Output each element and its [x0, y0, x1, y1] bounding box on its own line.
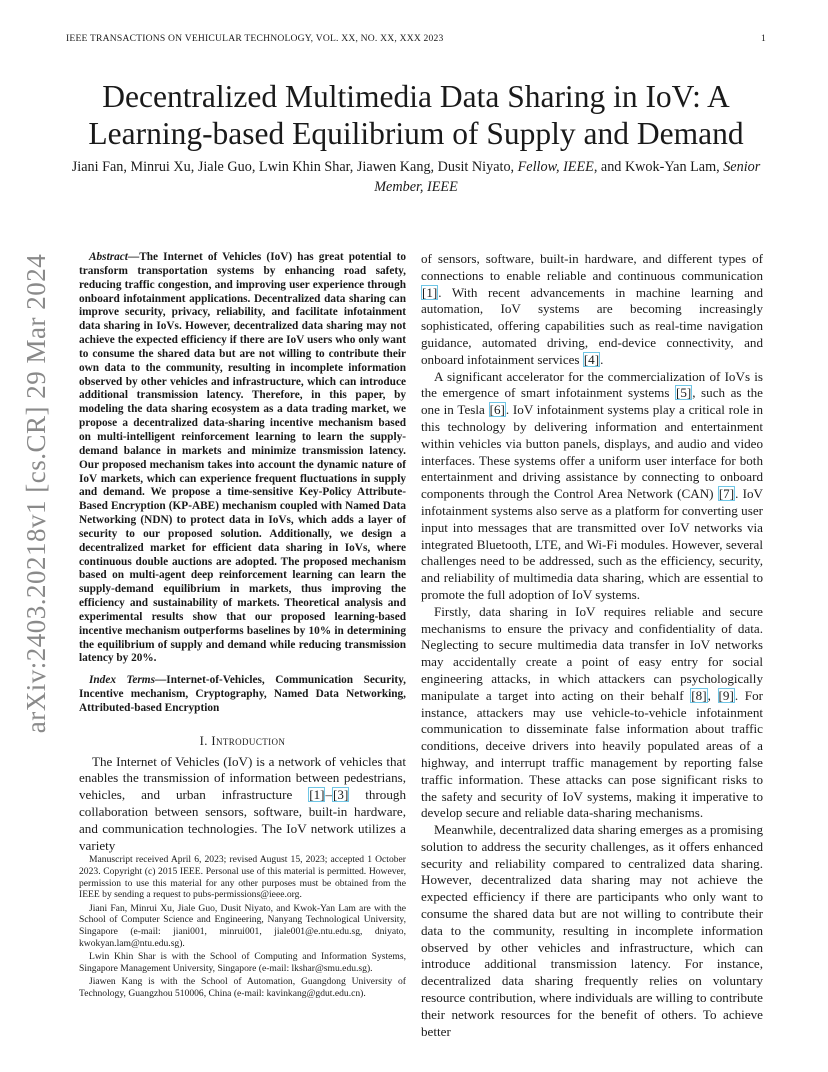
section-title: Introduction — [211, 733, 286, 748]
page-number: 1 — [761, 33, 766, 44]
citation-link[interactable]: [5] — [675, 385, 692, 401]
citation-link[interactable]: [3] — [333, 787, 349, 803]
text-run: . With recent advancements in machine learning and automation, IoV systems are becoming increasingly sophisticated, offering capabilities such as real-time navigation guidance, automated driving, end-device connectivity, and onboard infotainment services — [421, 284, 763, 367]
citation-link[interactable]: [8] — [691, 687, 707, 703]
author-list — [66, 157, 766, 197]
citation-link[interactable]: [4] — [583, 351, 600, 367]
intro-paragraph-3 — [421, 604, 763, 822]
text-run: A significant accelerator for the commercialization of IoVs is the emergence of smart infotainment systems — [421, 368, 763, 401]
text-run: . IoV infotainment systems also serve as a platform for converting user input into messages that are transmitted over IoV networks via integrated Bluetooth, LTE, and Wi-Fi modules. However, several challenges need to be addressed, such as the efficiency, security, and reliability of multimedia data sharing, which are essential to promote the full adoption of IoV systems. — [421, 486, 763, 602]
citation-link[interactable]: [9] — [718, 687, 734, 703]
text-run: of sensors, software, built-in hardware, and different types of connections to enable reliable and continuous communication — [421, 251, 763, 283]
text-run: , — [707, 687, 718, 703]
index-terms — [79, 674, 406, 716]
text-run: through collaboration between sensors, software, built-in hardware, and communication technologies. The IoV network utilizes a variety — [79, 787, 406, 853]
citation-link[interactable]: [6] — [489, 402, 505, 418]
index-terms-text: —Internet-of-Vehicles, Communication Security, Incentive mechanism, Cryptography, Named Data Networking, Attributed-based Encryption — [79, 674, 406, 714]
right-column — [421, 251, 763, 1040]
citation-link[interactable]: [1] — [422, 284, 438, 300]
abstract-lead: Abstract — [89, 251, 128, 263]
citation-link[interactable]: [7] — [718, 486, 735, 502]
index-terms-lead: Index Terms — [89, 674, 155, 687]
footnote-manuscript: Manuscript received April 6, 2023; revised August 15, 2023; accepted 1 October 2023. Copyright (c) 2015 IEEE. Personal use of this material is permitted. However, permission to use this material for any other purposes must be obtained from the IEEE by sending a request to pubs-permissions@ieee.org. — [79, 854, 406, 901]
text-run: , such as the one in Tesla — [421, 385, 763, 418]
authors-names-1: Jiani Fan, Minrui Xu, Jiale Guo, Lwin Khin Shar, Jiawen Kang, Dusit Niyato, — [71, 159, 518, 175]
section-heading-introduction — [79, 733, 406, 750]
text-run: The Internet of Vehicles (IoV) is a network of vehicles that enables the transmission of information between pedestrians, vehicles, and urban infrastructure — [79, 753, 406, 803]
intro-paragraph-4: Meanwhile, decentralized data sharing emerges as a promising solution to address the security challenges, as it offers enhanced security and reliability compared to centralized data sharing. However, decentralized data sharing may not achieve the expected efficiency if there are participants who only want to consume the shared data but are not willing to contribute their data to the community, resulting in incomplete information observed by other vehicles and infrastructure, which can introduce additional transmission latency. For instance, decentralized data sharing frequently relies on voluntary resource contribution, where individuals are willing to contribute their network resources for the benefit of others. To achieve better — [421, 822, 763, 1039]
footnote-affiliation-smu: Lwin Khin Shar is with the School of Computing and Information Systems, Singapore Management University, Singapore (e-mail: lkshar@smu.edu.sg). — [79, 951, 406, 975]
abstract-text: —The Internet of Vehicles (IoV) has great potential to transform transportation systems by enhancing road safety, reducing traffic congestion, and improving user experience through onboard infotainment applications. Decentralized data sharing can improve security, privacy, reliability, and facilitate infotainment data sharing in IoVs. However, decentralized data sharing may not achieve the expected efficiency if there are IoV users who only want to consume the shared data but are not willing to contribute their own data to the community, resulting in incomplete information observed by other vehicles and infrastructure, which can introduce additional transmission latency. Therefore, in this paper, by modeling the data sharing ecosystem as a data trading market, we propose a decentralized data-sharing incentive mechanism based on multi-intelligent reinforcement learning to learn the supply-demand balance in markets and minimize transmission latency. Our proposed mechanism takes into account the dynamic nature of IoV markets, which can experience frequent fluctuations in supply and demand. We propose a time-sensitive Key-Policy Attribute-Based Encryption (KP-ABE) mechanism coupled with Named Data Networking (NDN) to protect data in IoVs, which adds a layer of security to our proposed solution. Additionally, we design a decentralized market for efficient data sharing in IoVs, where continuous double auctions are adopted. The proposed mechanism based on multi-agent deep reinforcement learning can learn the supply-demand equilibrium in markets, thus improving the efficiency and sustainability of markets. Theoretical analysis and experimental results show that our proposed learning-based incentive mechanism outperforms baselines by 10% in determining the equilibrium of supply and demand while reducing transmission latency by 20%. — [79, 251, 406, 665]
journal-header: IEEE TRANSACTIONS ON VEHICULAR TECHNOLOGY, VOL. XX, NO. XX, XXX 2023 — [66, 33, 444, 44]
abstract — [79, 251, 406, 666]
intro-paragraph-2 — [421, 369, 763, 604]
text-run: . — [600, 351, 604, 367]
text-run: . IoV infotainment systems play a critical role in this technology by delivering information and entertainment within vehicles via button panels, displays, and audio and video interfaces. These systems offer a uniform user interface for both entertainment and driving assistance by connecting to onboard components through the Control Area Network (CAN) — [421, 402, 763, 502]
left-column — [79, 251, 406, 854]
arxiv-watermark — [21, 253, 52, 733]
authors-names-2: , and Kwok-Yan Lam, — [593, 159, 724, 175]
footnote-affiliation-gdut: Jiawen Kang is with the School of Automation, Guangdong University of Technology, Guangzhou 510006, China (e-mail: kavinkang@gdut.edu.cn). — [79, 976, 406, 1000]
text-run: . For instance, attackers may use vehicle-to-vehicle infotainment communication to disseminate false information about traffic conditions, deceive drivers into heavily populated areas of a highway, and interrupt traffic management by reporting false traffic information. These attacks can pose significant risks to the safety and security of IoV systems, making it imperative to develop secure and reliable data-sharing mechanisms. — [421, 687, 763, 821]
author-senior-title: Senior Member, IEEE — [374, 159, 761, 195]
intro-paragraph-1-cont — [421, 251, 763, 369]
section-numeral: I. — [199, 733, 212, 748]
author-fellow-title: Fellow, IEEE — [517, 159, 594, 175]
intro-paragraph-1 — [79, 754, 406, 855]
citation-link[interactable]: [1] — [309, 787, 325, 803]
text-run: – — [325, 787, 333, 803]
paper-title: Decentralized Multimedia Data Sharing in IoV: A Learning-based Equilibrium of Supply and Demand — [88, 79, 744, 151]
footnotes — [79, 854, 406, 1002]
footnote-affiliation-ntu: Jiani Fan, Minrui Xu, Jiale Guo, Dusit Niyato, and Kwok-Yan Lam are with the School of Computer Science and Engineering, Nanyang Technological University, Singapore (e-mail: jiani001, minrui001, jiale001@e.ntu.edu.sg, dniyato, kwokyan.lam@ntu.edu.sg). — [79, 902, 406, 950]
arxiv-identifier[interactable]: arXiv:2403.20218v1 [cs.CR] 29 Mar 2024 — [21, 253, 52, 733]
text-run: Firstly, data sharing in IoV requires reliable and secure mechanisms to ensure the privacy and confidentiality of data. Neglecting to secure multimedia data transfer in IoV networks may accidentally create a point of easy entry for social engineering attacks, in which attackers can psychologically manipulate a target into acting on their behalf — [421, 603, 763, 703]
